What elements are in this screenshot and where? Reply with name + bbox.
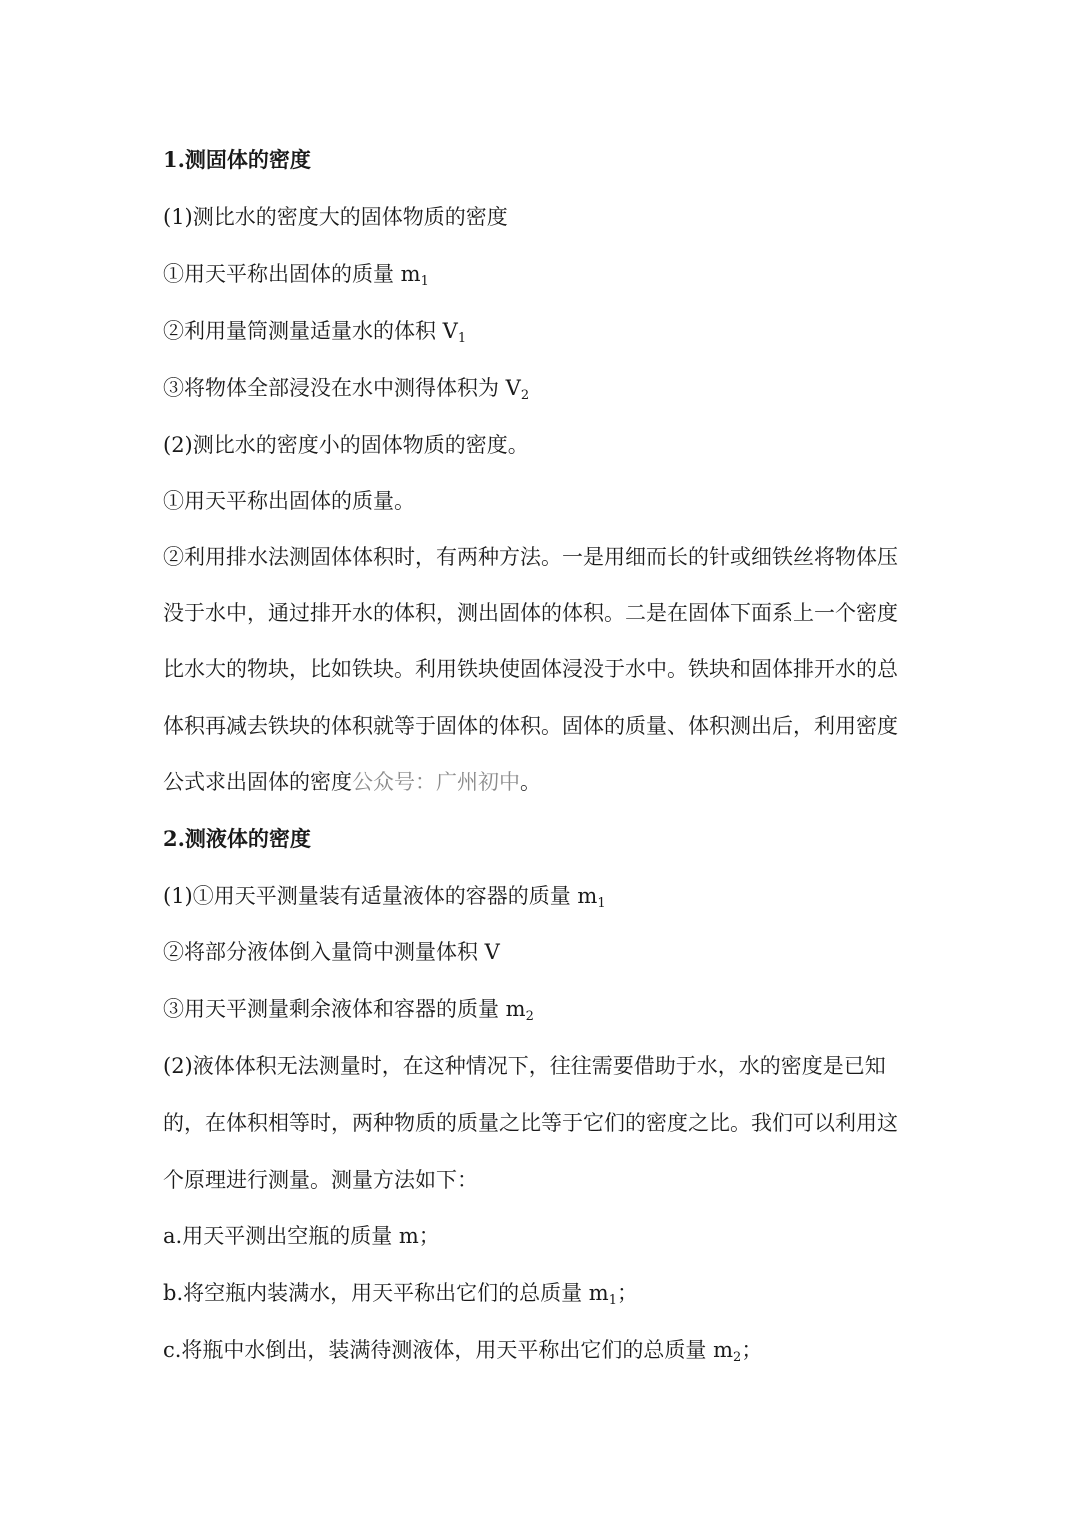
step-text: ①用天平称出固体的质量 m [163, 262, 421, 286]
step-text-end: 。 [520, 770, 541, 794]
subscript: 2 [525, 1009, 534, 1024]
section-1-part-2-step-2-line-5 [163, 762, 923, 802]
step-text: b.将空瓶内装满水，用天平称出它们的总质量 m [163, 1281, 609, 1305]
section-1-part-2-step-2-line-3: 比水大的物块，比如铁块。利用铁块使固体浸没于水中。铁块和固体排开水的总 [163, 657, 898, 681]
section-1-part-1-step-1 [163, 254, 923, 294]
step-text: 公式求出固体的密度 [163, 770, 352, 794]
section-1-part-2-step-2-line-1: ②利用排水法测固体体积时，有两种方法。一是用细而长的针或细铁丝将物体压 [163, 545, 898, 569]
subscript: 1 [597, 896, 606, 911]
section-1-part-1-title: (1)测比水的密度大的固体物质的密度 [163, 205, 508, 229]
subscript: 1 [457, 331, 467, 346]
section-2-part-1-step-2: ②将部分液体倒入量筒中测量体积 V [163, 940, 500, 964]
section-2-part-2-line-1: (2)液体体积无法测量时，在这种情况下，往往需要借助于水，水的密度是已知 [163, 1054, 886, 1078]
step-text: (1)①用天平测量装有适量液体的容器的质量 m [163, 884, 598, 908]
section-2-method-c [163, 1330, 923, 1370]
subscript: 2 [520, 388, 530, 403]
section-1-part-2-title: (2)测比水的密度小的固体物质的密度。 [163, 433, 529, 457]
section-2-part-1-step-1 [163, 876, 923, 916]
section-1-part-2-step-2-line-2: 没于水中，通过排开水的体积，测出固体的体积。二是在固体下面系上一个密度 [163, 601, 898, 625]
subscript: 2 [733, 1350, 742, 1365]
step-text-end: ； [617, 1281, 638, 1305]
section-2-part-2-line-2: 的，在体积相等时，两种物质的质量之比等于它们的密度之比。我们可以利用这 [163, 1111, 898, 1135]
step-text: c.将瓶中水倒出，装满待测液体，用天平称出它们的总质量 m [163, 1338, 734, 1362]
subscript: 1 [608, 1293, 617, 1308]
step-text: ②利用量筒测量适量水的体积 V [163, 319, 458, 343]
section-2-method-a: a.用天平测出空瓶的质量 m； [163, 1224, 440, 1248]
step-text: ③将物体全部浸没在水中测得体积为 V [163, 376, 521, 400]
step-text-end: ； [741, 1338, 763, 1362]
watermark-text: 公众号：广州初中 [352, 770, 520, 794]
section-1-part-1-step-2 [163, 311, 923, 351]
section-1-heading: 1.测固体的密度 [163, 147, 311, 172]
section-2-part-1-step-3 [163, 989, 923, 1029]
section-2-method-b [163, 1273, 923, 1313]
section-1-part-2-step-1: ①用天平称出固体的质量。 [163, 489, 415, 513]
section-1-part-2-step-2-line-4: 体积再减去铁块的体积就等于固体的体积。固体的质量、体积测出后，利用密度 [163, 714, 898, 738]
section-2-part-2-line-3: 个原理进行测量。测量方法如下： [163, 1168, 478, 1192]
step-text: ③用天平测量剩余液体和容器的质量 m [163, 997, 526, 1021]
section-2-heading: 2.测液体的密度 [163, 826, 311, 851]
section-1-part-1-step-3 [163, 368, 923, 408]
subscript: 1 [420, 274, 429, 289]
